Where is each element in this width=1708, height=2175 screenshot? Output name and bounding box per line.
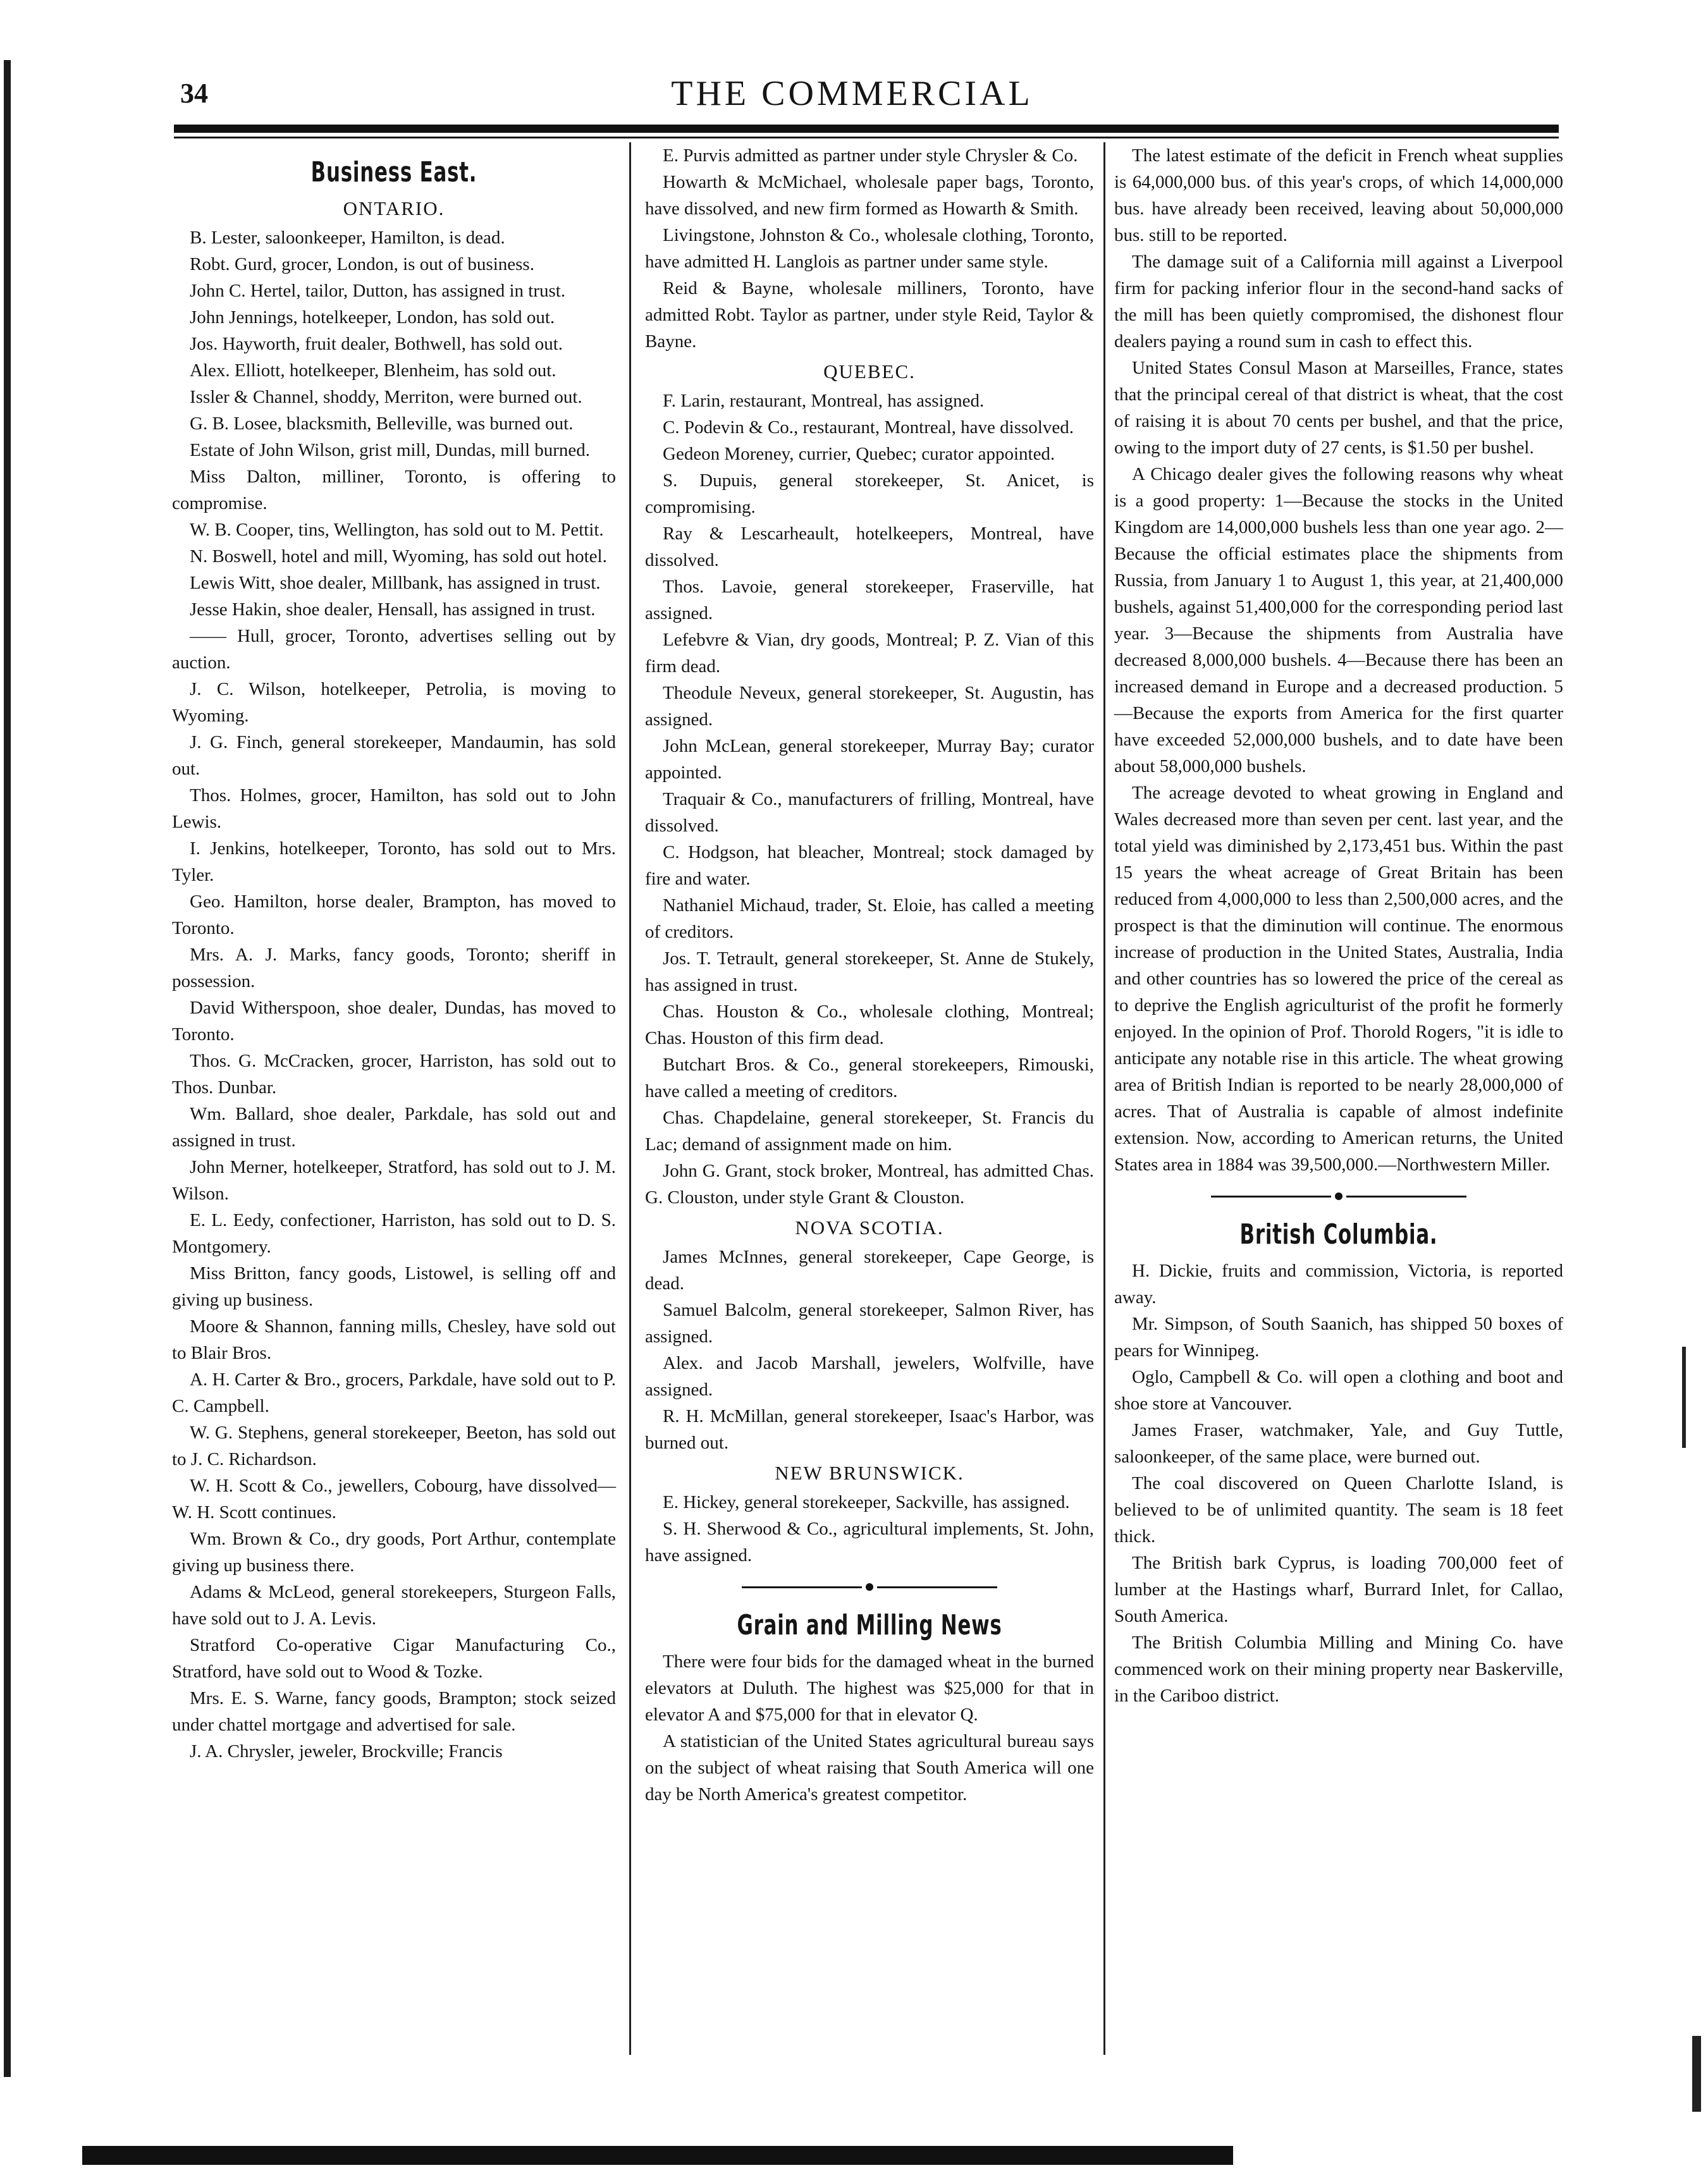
paragraph: The British bark Cyprus, is loading 700,000 feet of lumber at the Hastings wharf, Burrard Inlet, for Callao, South America. bbox=[1114, 1553, 1563, 1626]
province-heading: NOVA SCOTIA. bbox=[795, 1216, 944, 1239]
paragraph: I. Jenkins, hotelkeeper, Toronto, has sold out to Mrs. Tyler. bbox=[172, 838, 616, 885]
notice-list bbox=[1114, 1258, 1563, 1709]
paragraph: Thos. G. McCracken, grocer, Harriston, has sold out to Thos. Dunbar. bbox=[172, 1051, 616, 1098]
province-heading: ONTARIO. bbox=[343, 197, 445, 219]
section-heading: Business East. bbox=[310, 156, 477, 188]
column-3 bbox=[1114, 142, 1563, 1709]
paragraph: Thos. Holmes, grocer, Hamilton, has sold out to John Lewis. bbox=[172, 785, 616, 832]
paragraph: Thos. Lavoie, general storekeeper, Fraserville, hat assigned. bbox=[645, 577, 1094, 623]
paragraph: E. L. Eedy, confectioner, Harriston, has sold out to D. S. Montgomery. bbox=[172, 1210, 616, 1257]
paragraph: The damage suit of a California mill against a Liverpool firm for packing inferior flour in the second-hand sacks of the mill has been quietly compromised, the dishonest flour dealers paying a round sum in cash to effect this. bbox=[1114, 252, 1563, 352]
paragraph: Jos. T. Tetrault, general storekeeper, St. Anne de Stukely, has assigned in trust. bbox=[645, 948, 1094, 995]
paragraph: A Chicago dealer gives the following reasons why wheat is a good property: 1—Because the stocks in the United Kingdom are 14,000,000 bushels less than one year ago. 2—Because the official estimates place the shipments from Russia, from January 1 to August 1, this year, at 21,400,000 bushels, against 51,400,000 for the corresponding period last year. 3—Because the shipments from Australia have decreased 8,000,000 bushels. 4—Because there has been an increased demand in Europe and a decreased production. 5—Because the exports from America for the first quarter have exceeded 52,000,000 bushels, and to date have been about 58,000,000 bushels. bbox=[1114, 464, 1563, 776]
paragraph: H. Dickie, fruits and commission, Victoria, is reported away. bbox=[1114, 1261, 1563, 1308]
column-2 bbox=[645, 142, 1094, 1808]
paragraph: Chas. Houston & Co., wholesale clothing, Montreal; Chas. Houston of this firm dead. bbox=[645, 1002, 1094, 1048]
page-header bbox=[180, 74, 1524, 115]
paragraph: E. Purvis admitted as partner under style Chrysler & Co. bbox=[663, 145, 1078, 166]
paragraph: A statistician of the United States agricultural bureau says on the subject of wheat raising that South America will one day be North America's greatest competitor. bbox=[645, 1731, 1094, 1804]
paragraph: Ray & Lescarheault, hotelkeepers, Montreal, have dissolved. bbox=[645, 524, 1094, 570]
notice-list bbox=[645, 1244, 1094, 1456]
notice-list bbox=[645, 142, 1094, 355]
notice-list bbox=[645, 388, 1094, 1211]
paragraph: The acreage devoted to wheat growing in England and Wales decreased more than seven per cent. last year, and the total yield was diminished by 2,173,451 bus. Within the past 15 years the wheat acreage of Great Britain has been reduced from 4,000,000 to less than 2,500,000 acres, and the prospect is that the diminution will continue. The enormous increase of production in the United States, Australia, India and other countries has so lowered the price of the cereal as to deprive the English agriculturist of the profit he formerly enjoyed. In the opinion of Prof. Thorold Rogers, "it is idle to anticipate any notable rise in this article. The wheat growing area of British Indian is reported to be nearly 28,000,000 of acres. That of Australia is capable of almost indefinite extension. Now, according to American returns, the United States area in 1884 was 39,500,000.—Northwestern Miller. bbox=[1114, 783, 1563, 1175]
paragraph: Butchart Bros. & Co., general storekeepers, Rimouski, have called a meeting of creditors. bbox=[645, 1055, 1094, 1101]
column-divider bbox=[1103, 142, 1105, 2055]
paragraph: Robt. Gurd, grocer, London, is out of business. bbox=[190, 254, 534, 274]
paragraph: Stratford Co-operative Cigar Manufacturing Co., Stratford, have sold out to Wood & Tozke. bbox=[172, 1635, 616, 1682]
paragraph: United States Consul Mason at Marseilles, France, states that the principal cereal of that district is wheat, that the cost of raising it is about 70 cents per bushel, and that the price, owing to the import duty of 27 cents, is $1.50 per bushel. bbox=[1114, 358, 1563, 458]
paragraph: John G. Grant, stock broker, Montreal, has admitted Chas. G. Clouston, under style Grant & Clouston. bbox=[645, 1161, 1094, 1208]
paragraph: G. B. Losee, blacksmith, Belleville, was burned out. bbox=[190, 414, 574, 434]
paragraph: Mrs. A. J. Marks, fancy goods, Toronto; sheriff in possession. bbox=[172, 945, 616, 991]
paragraph: S. H. Sherwood & Co., agricultural implements, St. John, have assigned. bbox=[645, 1519, 1094, 1565]
paragraph: Theodule Neveux, general storekeeper, St. Augustin, has assigned. bbox=[645, 683, 1094, 730]
paragraph: C. Hodgson, hat bleacher, Montreal; stock damaged by fire and water. bbox=[645, 842, 1094, 889]
section-heading: Grain and Milling News bbox=[737, 1609, 1002, 1641]
paragraph: Chas. Chapdelaine, general storekeeper, St. Francis du Lac; demand of assignment made on him. bbox=[645, 1108, 1094, 1155]
paragraph: W. H. Scott & Co., jewellers, Cobourg, have dissolved—W. H. Scott continues. bbox=[172, 1476, 616, 1522]
masthead-title: THE COMMERCIAL bbox=[671, 74, 1033, 113]
paragraph: Miss Britton, fancy goods, Listowel, is selling off and giving up business. bbox=[172, 1263, 616, 1310]
paragraph: John McLean, general storekeeper, Murray Bay; curator appointed. bbox=[645, 736, 1094, 783]
paragraph: The coal discovered on Queen Charlotte Island, is believed to be of unlimited quantity. The seam is 18 feet thick. bbox=[1114, 1473, 1563, 1547]
section-ornament bbox=[1114, 1186, 1563, 1204]
paragraph: J. A. Chrysler, jeweler, Brockville; Francis bbox=[190, 1741, 503, 1761]
paragraph: J. G. Finch, general storekeeper, Mandaumin, has sold out. bbox=[172, 732, 616, 779]
province-heading: QUEBEC. bbox=[823, 360, 916, 383]
paragraph: S. Dupuis, general storekeeper, St. Anicet, is compromising. bbox=[645, 470, 1094, 517]
paragraph: Moore & Shannon, fanning mills, Chesley, have sold out to Blair Bros. bbox=[172, 1316, 616, 1363]
paragraph: W. B. Cooper, tins, Wellington, has sold out to M. Pettit. bbox=[190, 520, 604, 540]
header-rule-thin bbox=[174, 137, 1559, 138]
paragraph: W. G. Stephens, general storekeeper, Beeton, has sold out to J. C. Richardson. bbox=[172, 1423, 616, 1469]
paragraph: Lewis Witt, shoe dealer, Millbank, has assigned in trust. bbox=[190, 573, 601, 593]
paragraph: Livingstone, Johnston & Co., wholesale clothing, Toronto, have admitted H. Langlois as partner under same style. bbox=[645, 225, 1094, 272]
paragraph: Reid & Bayne, wholesale milliners, Toronto, have admitted Robt. Taylor as partner, under style Reid, Taylor & Bayne. bbox=[645, 278, 1094, 352]
article-list bbox=[645, 1648, 1094, 1808]
paragraph: John Jennings, hotelkeeper, London, has sold out. bbox=[190, 307, 555, 328]
paragraph: John Merner, hotelkeeper, Stratford, has sold out to J. M. Wilson. bbox=[172, 1157, 616, 1204]
paragraph: Estate of John Wilson, grist mill, Dundas, mill burned. bbox=[190, 440, 591, 460]
paragraph: C. Podevin & Co., restaurant, Montreal, have dissolved. bbox=[663, 417, 1074, 438]
header-rule-thick bbox=[174, 125, 1559, 133]
paragraph: Adams & McLeod, general storekeepers, Sturgeon Falls, have sold out to J. A. Levis. bbox=[172, 1582, 616, 1629]
paragraph: Wm. Brown & Co., dry goods, Port Arthur, contemplate giving up business there. bbox=[172, 1529, 616, 1576]
paragraph: John C. Hertel, tailor, Dutton, has assigned in trust. bbox=[190, 281, 566, 301]
paragraph: Wm. Ballard, shoe dealer, Parkdale, has sold out and assigned in trust. bbox=[172, 1104, 616, 1151]
paragraph: Nathaniel Michaud, trader, St. Eloie, has called a meeting of creditors. bbox=[645, 895, 1094, 942]
notice-list bbox=[172, 224, 616, 1765]
binding-edge bbox=[4, 60, 11, 2077]
scan-mark bbox=[1682, 1347, 1686, 1448]
paragraph: Oglo, Campbell & Co. will open a clothing and boot and shoe store at Vancouver. bbox=[1114, 1367, 1563, 1414]
scan-mark bbox=[1692, 2036, 1701, 2112]
section-ornament bbox=[645, 1576, 1094, 1595]
section-heading: British Columbia. bbox=[1239, 1218, 1438, 1251]
paragraph: The latest estimate of the deficit in French wheat supplies is 64,000,000 bus. of this year's crops, of which 14,000,000 bus. have already been received, leaving about 50,000,000 bus. still to be reported. bbox=[1114, 145, 1563, 245]
paragraph: The British Columbia Milling and Mining Co. have commenced work on their mining property near Baskerville, in the Cariboo district. bbox=[1114, 1633, 1563, 1706]
paragraph: B. Lester, saloonkeeper, Hamilton, is dead. bbox=[190, 228, 505, 248]
paragraph: Geo. Hamilton, horse dealer, Brampton, has moved to Toronto. bbox=[172, 891, 616, 938]
notice-list bbox=[645, 1489, 1094, 1569]
paragraph: N. Boswell, hotel and mill, Wyoming, has sold out hotel. bbox=[190, 546, 607, 567]
paragraph: Jesse Hakin, shoe dealer, Hensall, has assigned in trust. bbox=[190, 599, 596, 620]
paragraph: F. Larin, restaurant, Montreal, has assigned. bbox=[663, 391, 985, 411]
paragraph: Samuel Balcolm, general storekeeper, Salmon River, has assigned. bbox=[645, 1300, 1094, 1347]
paragraph: Traquair & Co., manufacturers of frilling, Montreal, have dissolved. bbox=[645, 789, 1094, 836]
paragraph: There were four bids for the damaged wheat in the burned elevators at Duluth. The highest was $25,000 for that in elevator A and $75,000 for that in elevator Q. bbox=[645, 1651, 1094, 1725]
paragraph: Gedeon Moreney, currier, Quebec; curator appointed. bbox=[663, 444, 1055, 464]
paragraph: —— Hull, grocer, Toronto, advertises selling out by auction. bbox=[172, 626, 616, 673]
paragraph: Lefebvre & Vian, dry goods, Montreal; P. Z. Vian of this firm dead. bbox=[645, 630, 1094, 677]
paragraph: Jos. Hayworth, fruit dealer, Bothwell, has sold out. bbox=[190, 334, 563, 354]
paragraph: Mr. Simpson, of South Saanich, has shipped 50 boxes of pears for Winnipeg. bbox=[1114, 1314, 1563, 1361]
page-number: 34 bbox=[180, 78, 208, 109]
paragraph: Mrs. E. S. Warne, fancy goods, Brampton; stock seized under chattel mortgage and advertised for sale. bbox=[172, 1688, 616, 1735]
paragraph: J. C. Wilson, hotelkeeper, Petrolia, is moving to Wyoming. bbox=[172, 679, 616, 726]
paragraph: James Fraser, watchmaker, Yale, and Guy Tuttle, saloonkeeper, of the same place, were burned out. bbox=[1114, 1420, 1563, 1467]
paragraph: Howarth & McMichael, wholesale paper bags, Toronto, have dissolved, and new firm formed as Howarth & Smith. bbox=[645, 172, 1094, 219]
column-divider bbox=[629, 142, 631, 2055]
scan-edge-bar bbox=[82, 2146, 1233, 2165]
paragraph: Issler & Channel, shoddy, Merriton, were burned out. bbox=[190, 387, 582, 407]
paragraph: Alex. Elliott, hotelkeeper, Blenheim, has sold out. bbox=[190, 360, 556, 381]
column-1 bbox=[172, 142, 616, 1765]
paragraph: E. Hickey, general storekeeper, Sackville, has assigned. bbox=[663, 1492, 1070, 1512]
paragraph: David Witherspoon, shoe dealer, Dundas, has moved to Toronto. bbox=[172, 998, 616, 1045]
article-list bbox=[1114, 142, 1563, 1178]
paragraph: A. H. Carter & Bro., grocers, Parkdale, have sold out to P. C. Campbell. bbox=[172, 1369, 616, 1416]
province-heading: NEW BRUNSWICK. bbox=[775, 1462, 964, 1484]
paragraph: James McInnes, general storekeeper, Cape George, is dead. bbox=[645, 1247, 1094, 1294]
paragraph: Miss Dalton, milliner, Toronto, is offering to compromise. bbox=[172, 467, 616, 513]
paragraph: R. H. McMillan, general storekeeper, Isaac's Harbor, was burned out. bbox=[645, 1406, 1094, 1453]
paragraph: Alex. and Jacob Marshall, jewelers, Wolfville, have assigned. bbox=[645, 1353, 1094, 1400]
